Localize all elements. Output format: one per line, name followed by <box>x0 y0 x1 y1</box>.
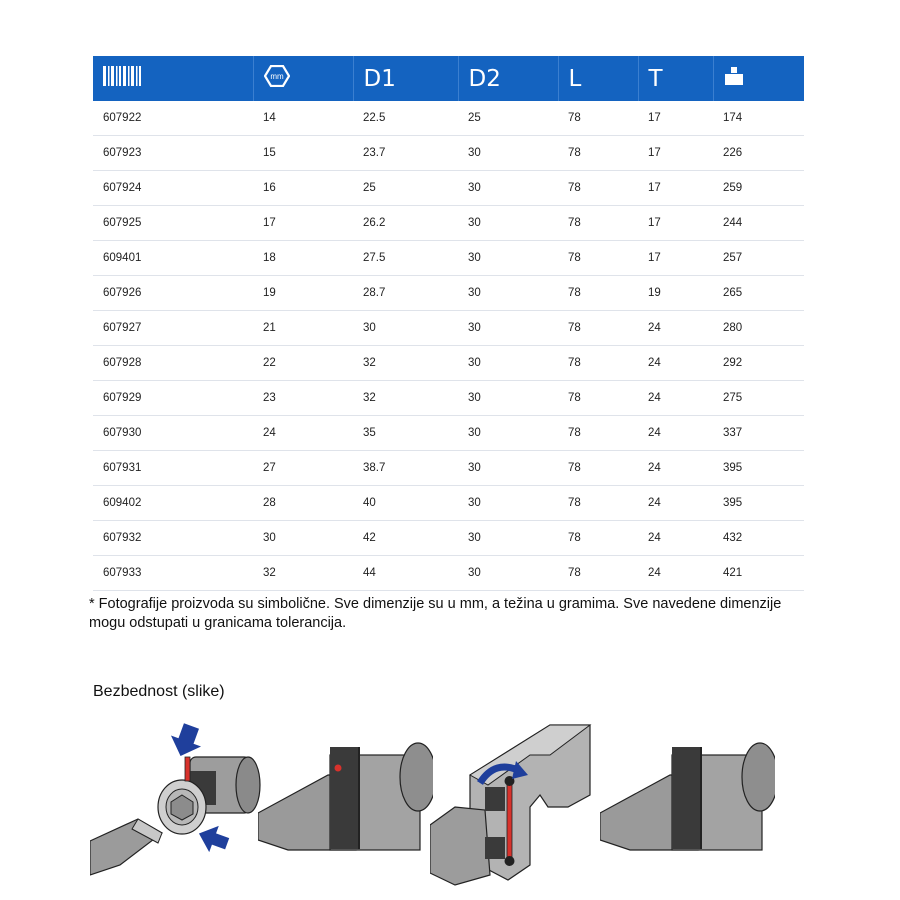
d1-cell: 23.7 <box>353 136 458 171</box>
pin-ring-section-illustration <box>430 715 605 890</box>
t-cell: 24 <box>638 381 713 416</box>
t-cell: 24 <box>638 556 713 591</box>
hex-icon-text: mm <box>269 71 284 81</box>
d1-cell: 25 <box>353 171 458 206</box>
length-cell: 78 <box>558 346 638 381</box>
length-cell: 78 <box>558 171 638 206</box>
hex-size-cell: 18 <box>253 241 353 276</box>
article-number-cell: 607924 <box>93 171 253 206</box>
d2-cell: 30 <box>458 451 558 486</box>
article-number-cell: 607923 <box>93 136 253 171</box>
weight-cell: 259 <box>713 171 804 206</box>
d1-cell: 28.7 <box>353 276 458 311</box>
article-number-cell: 607933 <box>93 556 253 591</box>
hex-size-cell: 27 <box>253 451 353 486</box>
t-cell: 17 <box>638 206 713 241</box>
d1-cell: 32 <box>353 381 458 416</box>
hex-size-cell: 19 <box>253 276 353 311</box>
table-row <box>93 101 804 136</box>
weight-cell: 337 <box>713 416 804 451</box>
t-cell: 17 <box>638 101 713 136</box>
weight-header <box>713 56 804 101</box>
d1-cell: 44 <box>353 556 458 591</box>
d1-cell: 42 <box>353 521 458 556</box>
length-cell: 78 <box>558 276 638 311</box>
weight-cell: 432 <box>713 521 804 556</box>
article-number-cell: 607926 <box>93 276 253 311</box>
weight-cell: 395 <box>713 451 804 486</box>
d2-cell: 30 <box>458 136 558 171</box>
d1-cell: 30 <box>353 311 458 346</box>
weight-icon <box>724 66 744 86</box>
weight-cell: 275 <box>713 381 804 416</box>
socket-ring-installed-illustration <box>600 715 775 890</box>
hex-size-cell: 14 <box>253 101 353 136</box>
length-cell: 78 <box>558 101 638 136</box>
table-row <box>93 486 804 521</box>
d1-cell: 27.5 <box>353 241 458 276</box>
weight-cell: 421 <box>713 556 804 591</box>
disclaimer-note: * Fotografije proizvoda su simbolične. Sve dimenzije su u mm, a težina u gramima. Sve navedene dimenzije mogu odstupati u granicama tolerancija. <box>89 596 782 631</box>
t-cell: 24 <box>638 416 713 451</box>
article-number-cell: 607927 <box>93 311 253 346</box>
weight-cell: 174 <box>713 101 804 136</box>
t-cell: 24 <box>638 521 713 556</box>
t-cell: 24 <box>638 346 713 381</box>
hex-size-cell: 17 <box>253 206 353 241</box>
article-number-cell: 609402 <box>93 486 253 521</box>
table-row <box>93 206 804 241</box>
t-cell: 17 <box>638 241 713 276</box>
weight-cell: 257 <box>713 241 804 276</box>
table-row <box>93 276 804 311</box>
t-cell: 24 <box>638 486 713 521</box>
length-header: L <box>558 56 638 101</box>
hex-size-header <box>253 56 353 101</box>
d2-header: D2 <box>458 56 558 101</box>
t-header: T <box>638 56 713 101</box>
d2-cell: 30 <box>458 486 558 521</box>
article-number-cell: 609401 <box>93 241 253 276</box>
table-row <box>93 136 804 171</box>
length-cell: 78 <box>558 486 638 521</box>
d1-cell: 22.5 <box>353 101 458 136</box>
article-number-cell: 607922 <box>93 101 253 136</box>
hex-size-cell: 22 <box>253 346 353 381</box>
safety-figures <box>90 715 810 890</box>
weight-cell: 395 <box>713 486 804 521</box>
table-row <box>93 451 804 486</box>
weight-cell: 280 <box>713 311 804 346</box>
weight-cell: 292 <box>713 346 804 381</box>
article-number-cell: 607931 <box>93 451 253 486</box>
t-cell: 24 <box>638 311 713 346</box>
d1-cell: 40 <box>353 486 458 521</box>
hex-size-cell: 15 <box>253 136 353 171</box>
hex-size-cell: 30 <box>253 521 353 556</box>
socket-with-ring-illustration <box>258 715 433 890</box>
hex-size-cell: 23 <box>253 381 353 416</box>
length-cell: 78 <box>558 381 638 416</box>
length-cell: 78 <box>558 521 638 556</box>
t-cell: 17 <box>638 171 713 206</box>
t-cell: 19 <box>638 276 713 311</box>
article-number-cell: 607930 <box>93 416 253 451</box>
hex-size-cell: 24 <box>253 416 353 451</box>
d1-header: D1 <box>353 56 458 101</box>
weight-cell: 226 <box>713 136 804 171</box>
length-cell: 78 <box>558 451 638 486</box>
table-row <box>93 346 804 381</box>
t-cell: 24 <box>638 451 713 486</box>
d2-cell: 30 <box>458 416 558 451</box>
d2-cell: 30 <box>458 206 558 241</box>
length-cell: 78 <box>558 241 638 276</box>
weight-cell: 265 <box>713 276 804 311</box>
t-cell: 17 <box>638 136 713 171</box>
d2-cell: 30 <box>458 311 558 346</box>
socket-pin-insertion-illustration <box>90 715 265 890</box>
d2-cell: 30 <box>458 556 558 591</box>
d1-cell: 26.2 <box>353 206 458 241</box>
article-number-cell: 607925 <box>93 206 253 241</box>
d2-cell: 30 <box>458 381 558 416</box>
weight-cell: 244 <box>713 206 804 241</box>
d2-cell: 30 <box>458 346 558 381</box>
table-row <box>93 171 804 206</box>
length-cell: 78 <box>558 206 638 241</box>
table-row <box>93 381 804 416</box>
hex-size-cell: 16 <box>253 171 353 206</box>
length-cell: 78 <box>558 416 638 451</box>
hex-size-cell: 21 <box>253 311 353 346</box>
table-row <box>93 311 804 346</box>
d2-cell: 25 <box>458 101 558 136</box>
hex-size-mm-icon <box>264 65 290 87</box>
hex-size-cell: 28 <box>253 486 353 521</box>
d2-cell: 30 <box>458 521 558 556</box>
table-row <box>93 521 804 556</box>
table-row <box>93 556 804 591</box>
safety-section-title: Bezbednost (slike) <box>93 683 225 700</box>
length-cell: 78 <box>558 311 638 346</box>
d1-cell: 35 <box>353 416 458 451</box>
hex-size-cell: 32 <box>253 556 353 591</box>
spec-table <box>93 56 804 591</box>
article-number-cell: 607932 <box>93 521 253 556</box>
header-row <box>93 56 804 101</box>
article-number-header <box>93 56 253 101</box>
d1-cell: 38.7 <box>353 451 458 486</box>
d1-cell: 32 <box>353 346 458 381</box>
length-cell: 78 <box>558 136 638 171</box>
table-row <box>93 241 804 276</box>
d2-cell: 30 <box>458 276 558 311</box>
barcode-icon <box>103 66 141 86</box>
length-cell: 78 <box>558 556 638 591</box>
d2-cell: 30 <box>458 171 558 206</box>
table-row <box>93 416 804 451</box>
article-number-cell: 607929 <box>93 381 253 416</box>
article-number-cell: 607928 <box>93 346 253 381</box>
d2-cell: 30 <box>458 241 558 276</box>
